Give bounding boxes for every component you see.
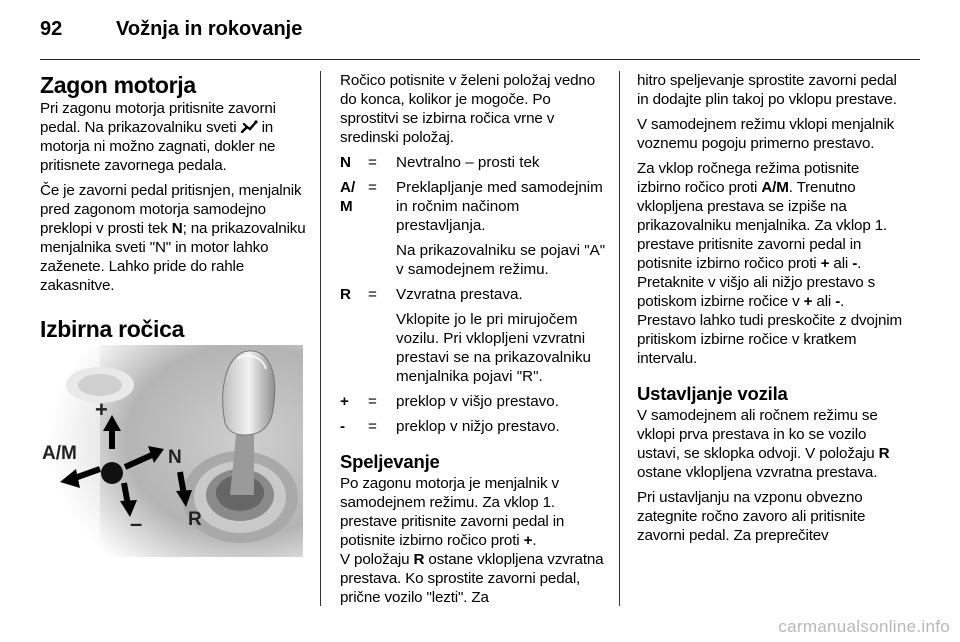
definition-row (340, 392, 608, 411)
definition-row (340, 178, 608, 279)
definition-key: N (340, 154, 351, 171)
page-number: 92 (40, 18, 63, 40)
position-definitions (340, 153, 608, 436)
brake-foot-icon (241, 119, 258, 132)
definition-text: preklop v nižjo prestavo. (396, 418, 560, 435)
paragraph-neutral: Če je zavorni pedal pritisnjen, menjalnik pred zagonom motorja samodejno preklopi v prosti tek N; na prikazovalniku menjalnika sveti "N" in motor lahko zaženete. Lahko pride do rahle zakasnitve. (40, 182, 306, 294)
definition-row (340, 153, 608, 172)
column-1 (40, 71, 306, 343)
definition-row (340, 417, 608, 436)
paragraph-stopping: V samodejnem ali ročnem režimu se vklopi prva prestava in ko se vozilo ustavi, se sklopka odvoji. V položaju R ostane vklopljena vzvratna prestava. (637, 407, 890, 481)
definition-text: Nevtralno – prosti tek (396, 154, 540, 171)
section-heading-engine-start: Zagon motorja (40, 72, 196, 98)
definition-key: - (340, 418, 346, 435)
am-label: A/M (42, 443, 77, 464)
paragraph-manual-mode: Za vklop ročnega režima potisnite izbirno ročico proti A/M. Trenutno vklopljena prestava se izpiše na prikazovalniku menjalnika. Za vklop 1. prestave pritisnite zavorni pedal in potisnite izbirno ročico proti + ali -. Pretaknite v višjo ali nižjo prestavo s potiskom izbirne ročice v + ali -. Prestavo lahko tudi preskočite z dvojnim pritiskom izbirne ročice v kratkem intervalu. (637, 160, 902, 367)
section-heading-selector-lever: Izbirna ročica (40, 316, 185, 342)
column-divider-1 (320, 71, 321, 606)
page-header (40, 18, 920, 48)
definition-key: R (340, 286, 351, 303)
definition-equals: = (368, 286, 377, 303)
definition-key: A/ M (340, 179, 356, 215)
paragraph-lever-intro: Ročico potisnite v želeni položaj vedno do konca, kolikor je mogoče. Po sprostitvi se izbirna ročica vrne v sredinski položaj. (340, 72, 596, 146)
watermark: carmanualsonline.info (778, 617, 950, 636)
definition-text: Preklapljanje med samodejnim in ročnim načinom prestavljanja. Na prikazovalniku se pojavi "A" v samodejnem režimu. (396, 179, 606, 278)
definition-equals: = (368, 418, 377, 435)
column-2 (340, 71, 608, 613)
definition-text: Vzvratna prestava. Vklopite jo le pri mirujočem vozilu. Pri vklopljeni vzvratni prestavi se na prikazovalniku menjalnika pojavi "R". (396, 286, 592, 385)
paragraph-quick-start: hitro speljevanje sprostite zavorni pedal in dodajte plin takoj po vklopu prestave. (637, 72, 897, 108)
section-heading-pulling-away: Speljevanje (340, 451, 440, 472)
definition-equals: = (368, 179, 377, 196)
definition-text: preklop v višjo prestavo. (396, 393, 559, 410)
plus-label: + (95, 397, 108, 422)
paragraph-brake-pedal: Pri zagonu motorja pritisnite zavorni pedal. Na prikazovalniku sveti in motorja ni možno zagnati, dokler ne pritisnete zavornega pedala. (40, 100, 276, 174)
paragraph-first-gear: Po zagonu motorja je menjalnik v samodejnem režimu. Za vklop 1. prestave pritisnite zavorni pedal in potisnite izbirno ročico proti +. (340, 475, 565, 549)
paragraph-automatic-mode: V samodejnem režimu vklopi menjalnik voznemu pogoju primerno prestavo. (637, 116, 895, 152)
header-divider (40, 59, 920, 60)
n-label: N (168, 447, 182, 468)
definition-row (340, 285, 608, 386)
paragraph-reverse: V položaju R ostane vklopljena vzvratna prestava. Ko sprostite zavorni pedal, prične vozilo "lezti". Za (340, 551, 604, 606)
section-heading-stopping: Ustavljanje vozila (637, 383, 788, 404)
paragraph-incline: Pri ustavljanju na vzponu obvezno zategnite ročno zavoro ali pritisnite zavorni pedal. Za preprečitev (637, 489, 866, 544)
selector-lever-illustration (40, 345, 303, 557)
r-label: R (188, 509, 202, 530)
definition-equals: = (368, 154, 377, 171)
minus-label: – (130, 511, 143, 536)
page-title: Vožnja in rokovanje (116, 18, 303, 40)
definition-key: + (340, 393, 349, 410)
column-divider-2 (619, 71, 620, 606)
definition-equals: = (368, 393, 377, 410)
column-3 (637, 71, 905, 551)
